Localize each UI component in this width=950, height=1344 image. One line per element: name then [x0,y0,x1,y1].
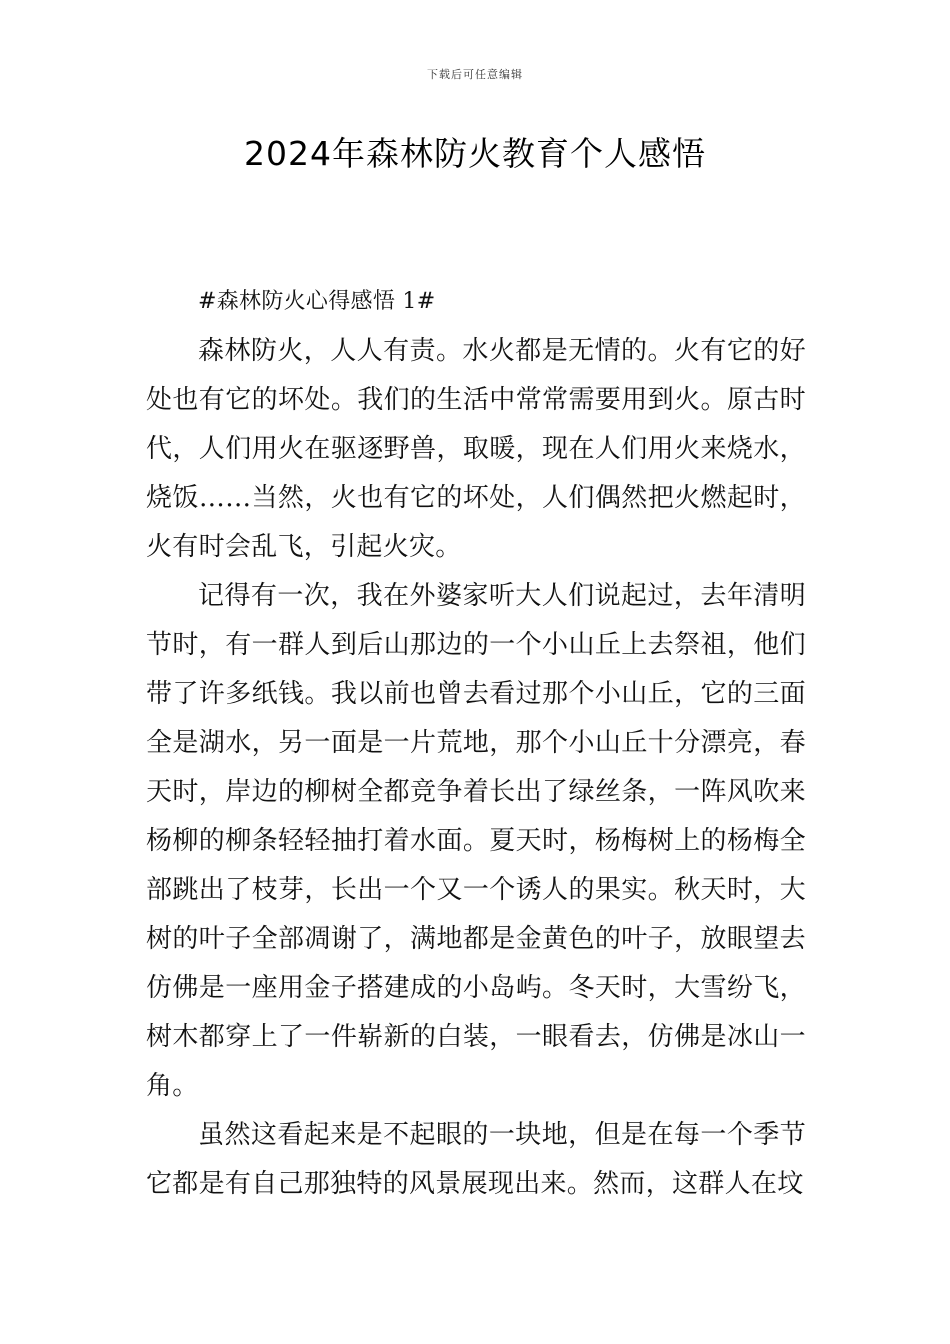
paragraph: 虽然这看起来是不起眼的一块地，但是在每一个季节它都是有自己那独特的风景展现出来。然而，这群人在坟 [146,1120,806,1199]
document-title: 2024年森林防火教育个人感悟 [244,134,706,173]
header-note: 下载后可任意编辑 [427,68,523,81]
section-heading: #森林防火心得感悟 1# [198,289,436,314]
paragraph: 森林防火，人人有责。水火都是无情的。火有它的好处也有它的坏处。我们的生活中常常需要用到火。原古时代，人们用火在驱逐野兽，取暖，现在人们用火来烧水，烧饭……当然，火也有它的坏处，人们偶然把火燃起时，火有时会乱飞，引起火灾。 [146,336,806,562]
document-body [146,280,806,1209]
paragraph: 记得有一次，我在外婆家听大人们说起过，去年清明节时，有一群人到后山那边的一个小山丘上去祭祖，他们带了许多纸钱。我以前也曾去看过那个小山丘，它的三面全是湖水，另一面是一片荒地，那个小山丘十分漂亮，春天时，岸边的柳树全都竞争着长出了绿丝条，一阵风吹来杨柳的柳条轻轻抽打着水面。夏天时，杨梅树上的杨梅全部跳出了枝芽，长出一个又一个诱人的果实。秋天时，大树的叶子全部凋谢了，满地都是金黄色的叶子，放眼望去仿佛是一座用金子搭建成的小岛屿。冬天时，大雪纷飞，树木都穿上了一件崭新的白装，一眼看去，仿佛是冰山一角。 [146,581,806,1101]
